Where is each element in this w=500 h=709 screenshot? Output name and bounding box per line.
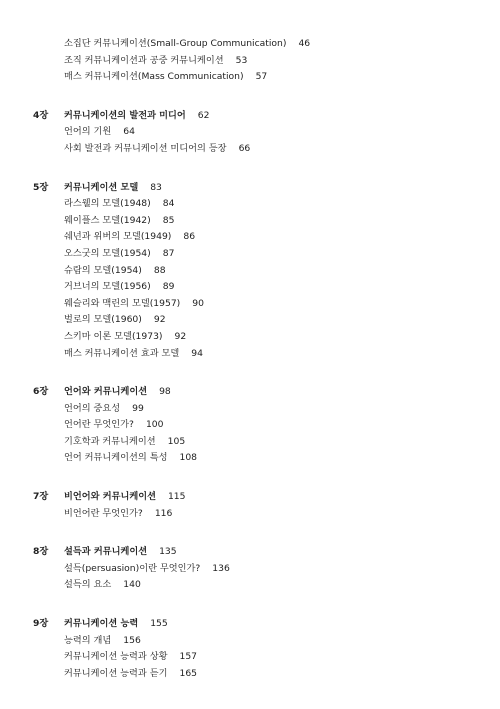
toc-entry <box>0 329 500 346</box>
chapter-heading <box>0 384 500 401</box>
toc-block-continuation <box>0 36 500 86</box>
toc-entry <box>0 53 500 70</box>
toc-entry <box>0 196 500 213</box>
toc-entry-title: 오스굿의 모델(1954) <box>64 247 151 259</box>
toc-entry-title: 커뮤니케이션 능력과 듣기 <box>64 667 168 679</box>
chapter-title: 커뮤니케이션 모델 <box>64 181 139 193</box>
toc-entry-title: 스키마 이론 모델(1973) <box>64 330 163 342</box>
toc-entry-title: 거브너의 모델(1956) <box>64 281 151 293</box>
chapter-heading <box>0 489 500 506</box>
toc-entry-page: 94 <box>191 347 203 359</box>
chapter-heading <box>0 544 500 561</box>
toc-entry-page: 140 <box>123 579 141 591</box>
toc-entry <box>0 346 500 363</box>
chapter-heading <box>0 180 500 197</box>
toc-entry <box>0 649 500 666</box>
toc-entry-title: 소집단 커뮤니케이션(Small-Group Communication) <box>64 38 287 49</box>
toc-entry-page: 156 <box>123 634 141 646</box>
toc-entry-page: 165 <box>179 667 198 679</box>
toc-entry-page: 100 <box>145 419 164 431</box>
toc-entry-title: 웨이플스 모델(1942) <box>64 214 151 226</box>
toc-entry-page: 89 <box>162 281 175 293</box>
toc-entry-title: 조직 커뮤니케이션과 공중 커뮤니케이션 <box>64 54 224 66</box>
toc-entry-title: 언어의 기원 <box>64 126 112 138</box>
toc-entry <box>0 246 500 263</box>
chapter-page: 115 <box>167 491 186 503</box>
toc-entry <box>0 633 500 650</box>
toc-entry-page: 92 <box>153 314 166 326</box>
toc-entry-page: 87 <box>162 247 175 259</box>
toc-entry <box>0 124 500 141</box>
toc-entry-page: 88 <box>153 264 166 276</box>
toc-chapter-4 <box>0 108 500 158</box>
chapter-number: 6장 <box>33 386 49 398</box>
chapter-title: 설득과 커뮤니케이션 <box>64 546 148 558</box>
toc-entry-page: 85 <box>162 214 175 226</box>
chapter-heading <box>0 616 500 633</box>
toc-entry <box>0 577 500 594</box>
chapter-page: 98 <box>159 386 171 398</box>
toc-entry-page: 86 <box>183 231 196 243</box>
chapter-heading <box>0 108 500 125</box>
toc-entry-page: 136 <box>212 562 230 574</box>
toc-entry <box>0 69 500 86</box>
toc-entry <box>0 561 500 578</box>
toc-entry-title: 설득(persuasion)이란 무엇인가? <box>64 562 201 574</box>
toc-entry-title: 기호학과 커뮤니케이션 <box>64 435 156 447</box>
toc-chapter-8 <box>0 544 500 594</box>
toc-chapter-6 <box>0 384 500 467</box>
chapter-title: 언어와 커뮤니케이션 <box>64 386 148 398</box>
chapter-number: 4장 <box>33 109 49 121</box>
chapter-page: 62 <box>197 109 210 121</box>
toc-entry-title: 언어의 중요성 <box>64 402 121 414</box>
toc-entry <box>0 296 500 313</box>
chapter-title: 커뮤니케이션 능력 <box>64 618 139 630</box>
toc-entry-page: 66 <box>238 142 251 154</box>
chapter-page: 83 <box>150 181 162 193</box>
chapter-number: 5장 <box>33 181 49 193</box>
toc-entry-title: 라스웰의 모델(1948) <box>64 198 151 210</box>
toc-entry-title: 비언어란 무엇인가? <box>64 507 143 519</box>
toc-entry <box>0 36 500 53</box>
toc-entry-page: 116 <box>154 507 173 519</box>
chapter-title: 커뮤니케이션의 발전과 미디어 <box>64 109 186 121</box>
toc-entry <box>0 213 500 230</box>
toc-entry <box>0 312 500 329</box>
chapter-page: 135 <box>159 546 177 558</box>
chapter-number: 9장 <box>33 618 49 630</box>
toc-entry <box>0 417 500 434</box>
toc-entry-title: 웨슬리와 맥린의 모델(1957) <box>64 297 181 309</box>
toc-entry <box>0 506 500 523</box>
toc-entry-title: 매스 커뮤니케이션 효과 모델 <box>64 347 180 359</box>
toc-entry <box>0 450 500 467</box>
toc-entry <box>0 401 500 418</box>
toc-entry-title: 설득의 요소 <box>64 579 112 591</box>
toc-entry-page: 46 <box>298 38 311 49</box>
toc-entry-page: 92 <box>174 330 187 342</box>
toc-entry <box>0 141 500 158</box>
toc-entry <box>0 229 500 246</box>
chapter-page: 155 <box>150 618 168 630</box>
toc-chapter-9 <box>0 616 500 682</box>
toc-entry-page: 53 <box>235 54 248 66</box>
toc-entry-page: 99 <box>132 402 144 414</box>
toc-entry-page: 157 <box>179 651 198 663</box>
toc-entry-title: 능력의 개념 <box>64 634 112 646</box>
toc-entry-title: 슈람의 모델(1954) <box>64 264 142 276</box>
chapter-title: 비언어와 커뮤니케이션 <box>64 491 156 503</box>
toc-entry <box>0 434 500 451</box>
toc-entry-title: 커뮤니케이션 능력과 상황 <box>64 651 168 663</box>
toc-chapter-5 <box>0 180 500 363</box>
toc-entry-page: 84 <box>162 198 175 210</box>
toc-entry-page: 108 <box>179 452 198 464</box>
toc-entry-page: 57 <box>255 71 268 83</box>
toc-chapter-7 <box>0 489 500 522</box>
toc-entry-title: 매스 커뮤니케이션(Mass Communication) <box>64 71 244 83</box>
toc-entry-title: 언어 커뮤니케이션의 특성 <box>64 452 168 464</box>
toc-entry-page: 64 <box>123 126 135 138</box>
chapter-number: 8장 <box>33 546 49 558</box>
toc-entry-page: 90 <box>192 297 204 309</box>
chapter-number: 7장 <box>33 491 49 503</box>
toc-entry-title: 쉐넌과 위버의 모델(1949) <box>64 231 172 243</box>
toc-entry <box>0 666 500 683</box>
toc-entry-title: 언어란 무엇인가? <box>64 419 134 431</box>
toc-entry-title: 벌로의 모델(1960) <box>64 314 142 326</box>
toc-entry <box>0 279 500 296</box>
toc-entry-page: 105 <box>167 435 186 447</box>
toc-entry <box>0 263 500 280</box>
toc-entry-title: 사회 발전과 커뮤니케이션 미디어의 등장 <box>64 142 227 154</box>
table-of-contents <box>0 36 500 682</box>
